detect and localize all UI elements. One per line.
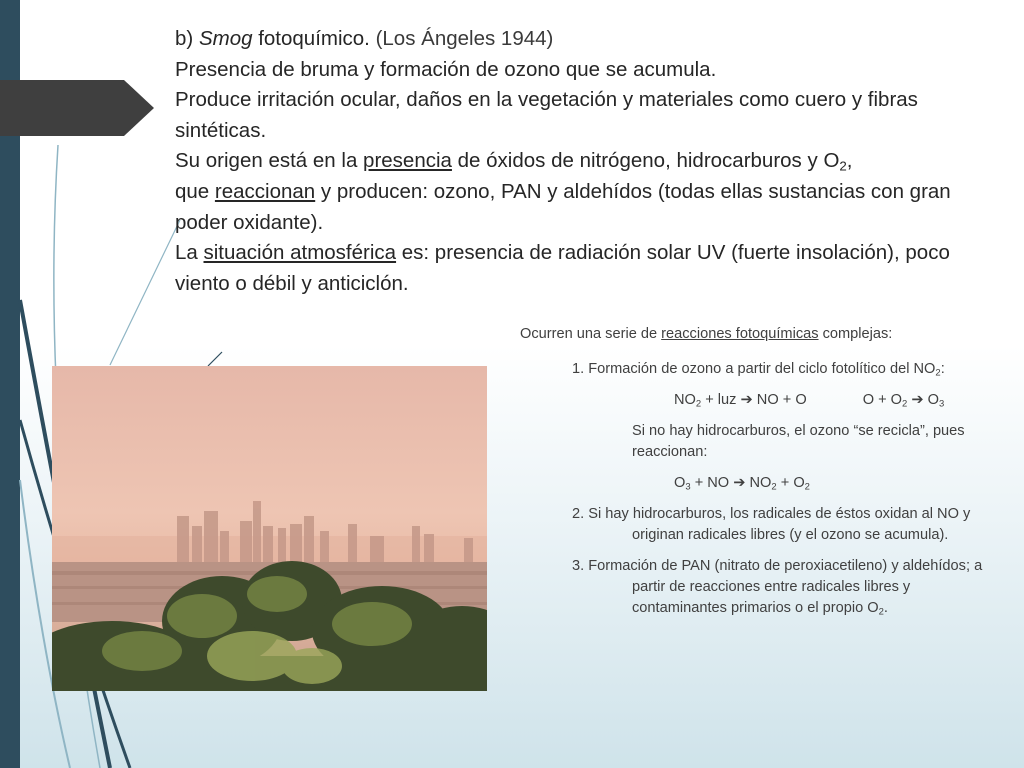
p3-text-d: que	[175, 179, 215, 203]
item3-sub: 2	[878, 606, 884, 618]
p4-text-b: es: presencia de radiación solar UV (fuerte insolación), poco viento o débil y anticiclón.	[175, 241, 950, 295]
paragraph-2: Produce irritación ocular, daños en la vegetación y materiales como cuero y fibras sintéticas.	[175, 88, 918, 142]
arrow-icon: ➔	[911, 392, 924, 408]
eq2-c: NO	[745, 475, 772, 491]
title-prefix: b)	[175, 27, 199, 50]
p3-text-b: de óxidos de nitrógeno, hidrocarburos y O	[451, 149, 840, 173]
link-reacciones-fotoquimicas[interactable]: reacciones fotoquímicas	[661, 326, 819, 342]
eq2-d-sub: 2	[804, 481, 810, 493]
intro-text-b: complejas:	[818, 326, 893, 342]
smog-city-photo	[52, 366, 487, 691]
reaction-item-3	[572, 556, 1000, 619]
title-bold-rest: fotoquímico.	[252, 27, 370, 50]
photo-illustration	[52, 366, 487, 691]
item3-text: 3. Formación de PAN (nitrato de peroxiacetileno) y aldehídos; a partir de reacciones entre radicales libres y contaminantes primarios o el propio O	[572, 558, 983, 616]
main-text-block	[175, 24, 975, 299]
title-paren: (Los Ángeles 1944)	[369, 27, 554, 50]
eq2-a-sub: 3	[685, 481, 691, 493]
paragraph-4	[175, 238, 975, 299]
p3-text-c: ,	[846, 149, 853, 173]
p3-text-a: Su origen está en la	[175, 149, 364, 173]
link-presencia[interactable]: presencia	[363, 149, 452, 173]
item1-colon: :	[940, 361, 945, 377]
intro-text-a: Ocurren una serie de	[520, 326, 662, 342]
eq1-a-sub: 2	[695, 398, 702, 410]
title-italic: Smog	[198, 27, 253, 50]
reaction-item-1	[572, 359, 1000, 380]
eq1-f-sub: 3	[939, 398, 945, 410]
equation-1	[674, 390, 1000, 411]
reactions-column	[520, 324, 1000, 629]
p4-text-a: La	[175, 241, 204, 265]
paragraph-1: Presencia de bruma y formación de ozono que se acumula.	[175, 57, 717, 81]
eq2-c-sub: 2	[771, 481, 777, 493]
reactions-intro	[520, 324, 1000, 345]
item1-sub: 2	[935, 367, 941, 379]
link-situacion-atmosferica[interactable]: situación atmosférica	[203, 241, 397, 265]
eq2-d: + O	[776, 475, 805, 491]
eq2-a: O	[674, 475, 686, 491]
reaction-item-2: 2. Si hay hidrocarburos, los radicales de éstos oxidan al NO y originan radicales libres (y el ozono se acumula).	[572, 506, 971, 543]
eq2-b: + NO	[690, 475, 734, 491]
arrow-tab-shape	[0, 80, 154, 136]
eq1-b: + luz	[701, 392, 741, 408]
recycle-note: Si no hay hidrocarburos, el ozono “se recicla”, pues reaccionan:	[632, 423, 965, 460]
item3-period: .	[883, 600, 888, 616]
equation-2	[674, 473, 1000, 494]
p3-sub: 2	[839, 158, 847, 174]
arrow-icon: ➔	[733, 475, 746, 491]
eq1-f: O	[923, 392, 940, 408]
eq1-d-sub: 2	[902, 398, 908, 410]
item1-text: 1. Formación de ozono a partir del ciclo fotolítico del NO	[572, 361, 936, 377]
eq1-d: O + O	[862, 392, 903, 408]
eq1-c: NO + O	[752, 392, 807, 408]
section-title	[175, 24, 975, 55]
p3-text-e: y producen: ozono, PAN y aldehídos (todas ellas sustancias con gran poder oxidante).	[175, 179, 951, 234]
eq1-a: NO	[674, 392, 696, 408]
link-reaccionan[interactable]: reaccionan	[214, 179, 316, 203]
paragraph-3	[175, 146, 975, 238]
arrow-icon: ➔	[740, 392, 753, 408]
